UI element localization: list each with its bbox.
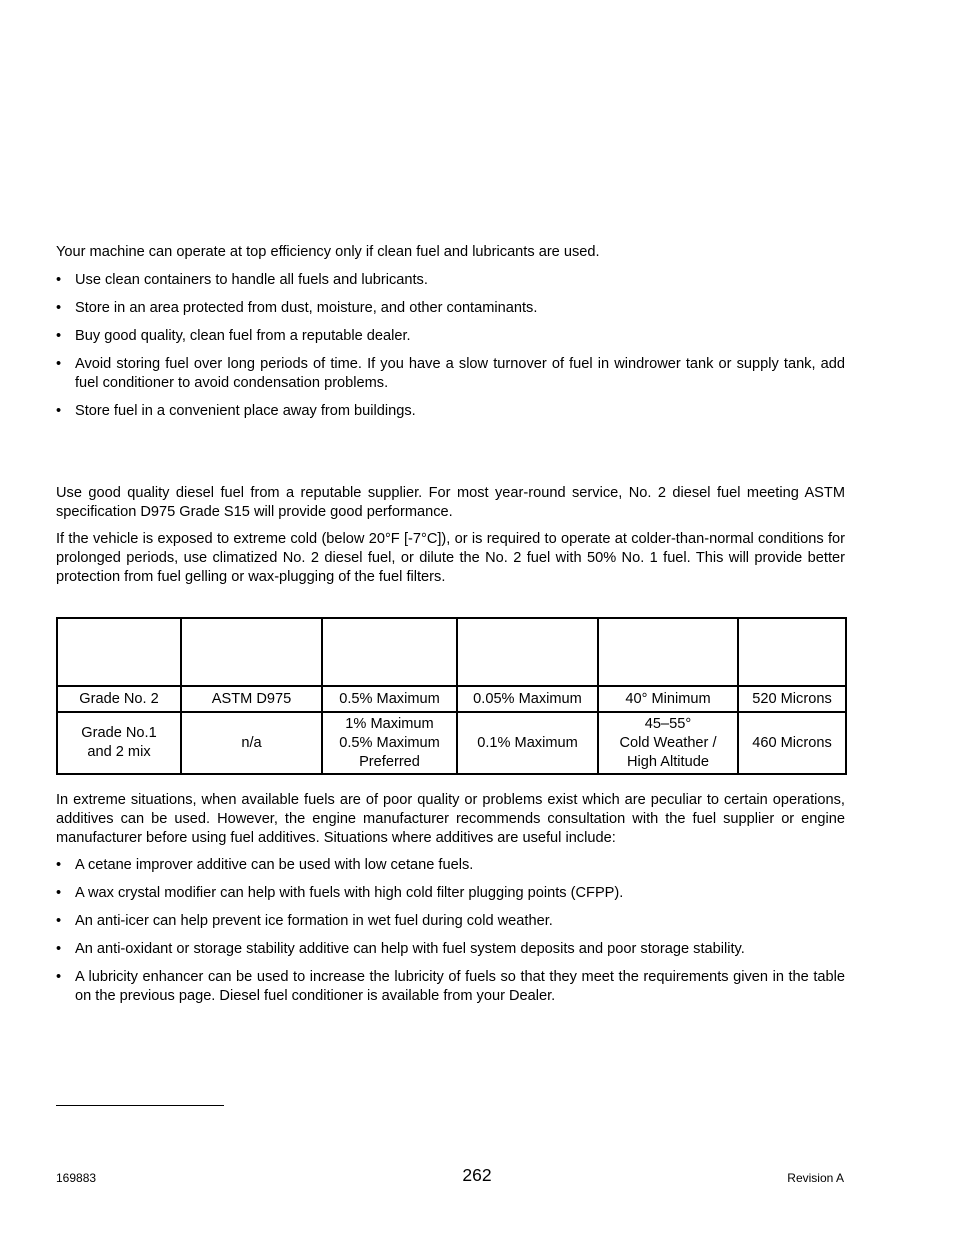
table-cell: n/a (181, 712, 322, 774)
table-cell: 520 Microns (738, 686, 846, 712)
table-cell: 0.5% Maximum (322, 686, 457, 712)
table-header-cell (57, 618, 181, 686)
fuel-specification-table (56, 617, 847, 775)
list-item: • Store fuel in a convenient place away from buildings. (56, 403, 416, 419)
diesel-intro-text: Use good quality diesel fuel from a reputable supplier. For most year-round service, No. 2 diesel fuel meeting ASTM specification D975 Grade S15 will provide good performance. (56, 485, 845, 520)
table-cell: 460 Microns (738, 712, 846, 774)
table-cell: 40° Minimum (598, 686, 738, 712)
fuel-care-list (56, 271, 845, 421)
table-cell: Grade No.1 and 2 mix (57, 712, 181, 774)
table-header-cell (738, 618, 846, 686)
list-item: • A cetane improver additive can be used with low cetane fuels. (56, 857, 474, 873)
table-row (57, 712, 846, 774)
table-cell: 1% Maximum 0.5% Maximum Preferred (322, 712, 457, 774)
table-cell: Grade No. 2 (57, 686, 181, 712)
list-item: • An anti-oxidant or storage stability additive can help with fuel system deposits and poor storage stability. (56, 941, 745, 957)
table-cell: ASTM D975 (181, 686, 322, 712)
table-header-cell (181, 618, 322, 686)
list-item: • Store in an area protected from dust, moisture, and other contaminants. (56, 300, 538, 316)
table-header-cell (598, 618, 738, 686)
additives-list (56, 856, 845, 1006)
table-cell: 0.05% Maximum (457, 686, 598, 712)
table-cell: 45–55° Cold Weather / High Altitude (598, 712, 738, 774)
table-header-cell (322, 618, 457, 686)
table-cell: 0.1% Maximum (457, 712, 598, 774)
list-item: • Use clean containers to handle all fuels and lubricants. (56, 272, 428, 288)
table-row (57, 686, 846, 712)
list-item: • Avoid storing fuel over long periods of time. If you have a slow turnover of fuel in windrower tank or supply tank, add fuel conditioner to avoid condensation problems. (56, 356, 845, 391)
additives-text: In extreme situations, when available fuels are of poor quality or problems exist which are peculiar to certain operations, additives can be used. However, the engine manufacturer recommends consultation with the fuel supplier or engine manufacturer before using fuel additives. Situations where additives are useful include: (56, 792, 845, 846)
page-number: 262 (462, 1165, 492, 1185)
document-number: 169883 (56, 1171, 97, 1185)
intro-text: Your machine can operate at top efficiency only if clean fuel and lubricants are used. (56, 244, 600, 260)
list-item: • A lubricity enhancer can be used to increase the lubricity of fuels so that they meet the requirements given in the table on the previous page. Diesel fuel conditioner is available from your Dealer. (56, 969, 845, 1004)
cold-weather-text: If the vehicle is exposed to extreme cold (below 20°F [-7°C]), or is required to operate at colder-than-normal conditions for prolonged periods, use climatized No. 2 diesel fuel, or dilute the No. 2 fuel with 50% No. 1 fuel. This will provide better protection from fuel gelling or wax-plugging of the fuel filters. (56, 531, 845, 585)
table-header-row (57, 618, 846, 686)
list-item: • Buy good quality, clean fuel from a reputable dealer. (56, 328, 411, 344)
table-header-cell (457, 618, 598, 686)
list-item: • A wax crystal modifier can help with fuels with high cold filter plugging points (CFPP). (56, 885, 624, 901)
footnote-rule (56, 1105, 224, 1106)
revision-label: Revision A (787, 1171, 844, 1185)
list-item: • An anti-icer can help prevent ice formation in wet fuel during cold weather. (56, 913, 553, 929)
